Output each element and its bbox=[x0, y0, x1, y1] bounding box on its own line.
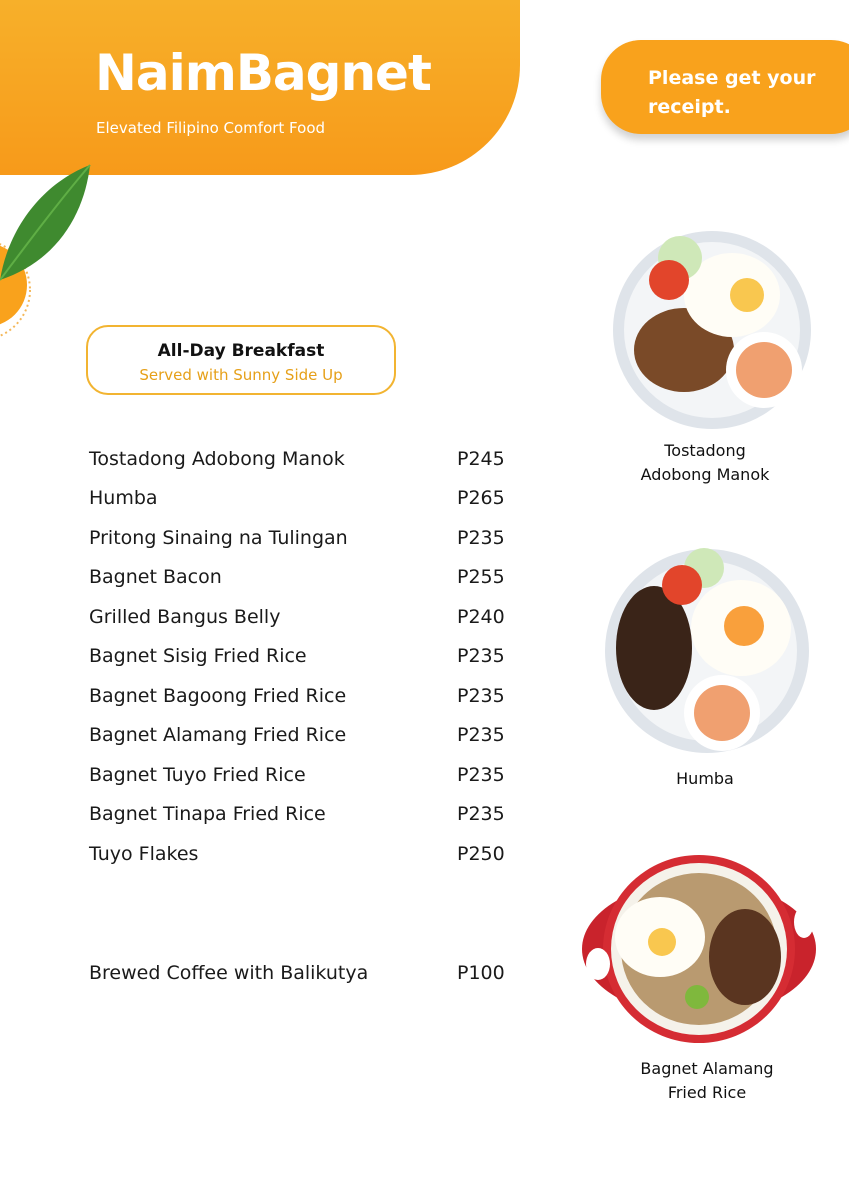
brand-name: NaimBagnet bbox=[95, 44, 431, 102]
menu-item-price: P235 bbox=[457, 803, 505, 825]
menu-item-name: Grilled Bangus Belly bbox=[89, 606, 281, 628]
menu-item-price: P265 bbox=[457, 487, 505, 509]
dish-photo-bagnet-alamang-fried-rice bbox=[580, 852, 818, 1046]
dish-caption bbox=[612, 439, 798, 487]
menu-item-name: Tuyo Flakes bbox=[89, 843, 199, 865]
receipt-notice-text: Please get your receipt. bbox=[648, 67, 816, 118]
menu-item bbox=[89, 843, 519, 873]
dish-caption-line: Adobong Manok bbox=[640, 465, 770, 484]
menu-item bbox=[89, 566, 519, 596]
dish-caption-line: Humba bbox=[676, 769, 734, 788]
menu-item-name: Bagnet Bacon bbox=[89, 566, 222, 588]
menu-item-price: P235 bbox=[457, 645, 505, 667]
menu-item bbox=[89, 803, 519, 833]
menu-item-drink bbox=[89, 962, 519, 992]
dish-photo-tostadong-adobong-manok bbox=[612, 230, 812, 430]
menu-item-price: P235 bbox=[457, 764, 505, 786]
menu-item bbox=[89, 645, 519, 675]
menu-item-price: P235 bbox=[457, 527, 505, 549]
menu-item-name: Bagnet Tuyo Fried Rice bbox=[89, 764, 306, 786]
menu-item-price: P240 bbox=[457, 606, 505, 628]
dish-caption-line: Fried Rice bbox=[667, 1083, 747, 1102]
menu-item bbox=[89, 724, 519, 754]
section-header-box bbox=[86, 325, 396, 395]
dish-caption bbox=[612, 767, 798, 791]
leaf-decoration bbox=[0, 160, 100, 370]
menu-item-name: Pritong Sinaing na Tulingan bbox=[89, 527, 348, 549]
dish-photo-humba bbox=[604, 548, 810, 754]
menu-item-price: P235 bbox=[457, 724, 505, 746]
menu-item-name: Humba bbox=[89, 487, 158, 509]
menu-item bbox=[89, 487, 519, 517]
menu-item-price: P245 bbox=[457, 448, 505, 470]
brand-tagline: Elevated Filipino Comfort Food bbox=[96, 119, 326, 137]
menu-item-name: Bagnet Alamang Fried Rice bbox=[89, 724, 347, 746]
menu-item bbox=[89, 764, 519, 794]
menu-item-price: P255 bbox=[457, 566, 505, 588]
menu-item bbox=[89, 606, 519, 636]
menu-item-price: P250 bbox=[457, 843, 505, 865]
menu-item bbox=[89, 448, 519, 478]
section-subtitle: Served with Sunny Side Up bbox=[139, 366, 343, 384]
dish-caption bbox=[612, 1057, 802, 1105]
menu-item-name: Brewed Coffee with Balikutya bbox=[89, 962, 369, 984]
menu-item-price: P100 bbox=[457, 962, 505, 984]
dish-caption-line: Bagnet Alamang bbox=[640, 1059, 774, 1078]
dish-caption-line: Tostadong bbox=[664, 441, 746, 460]
menu-item bbox=[89, 685, 519, 715]
menu-item-name: Bagnet Tinapa Fried Rice bbox=[89, 803, 326, 825]
menu-item-name: Tostadong Adobong Manok bbox=[89, 448, 345, 470]
menu-item bbox=[89, 527, 519, 557]
menu-item-name: Bagnet Sisig Fried Rice bbox=[89, 645, 307, 667]
section-title: All-Day Breakfast bbox=[157, 341, 325, 361]
menu-item-price: P235 bbox=[457, 685, 505, 707]
menu-item-name: Bagnet Bagoong Fried Rice bbox=[89, 685, 347, 707]
